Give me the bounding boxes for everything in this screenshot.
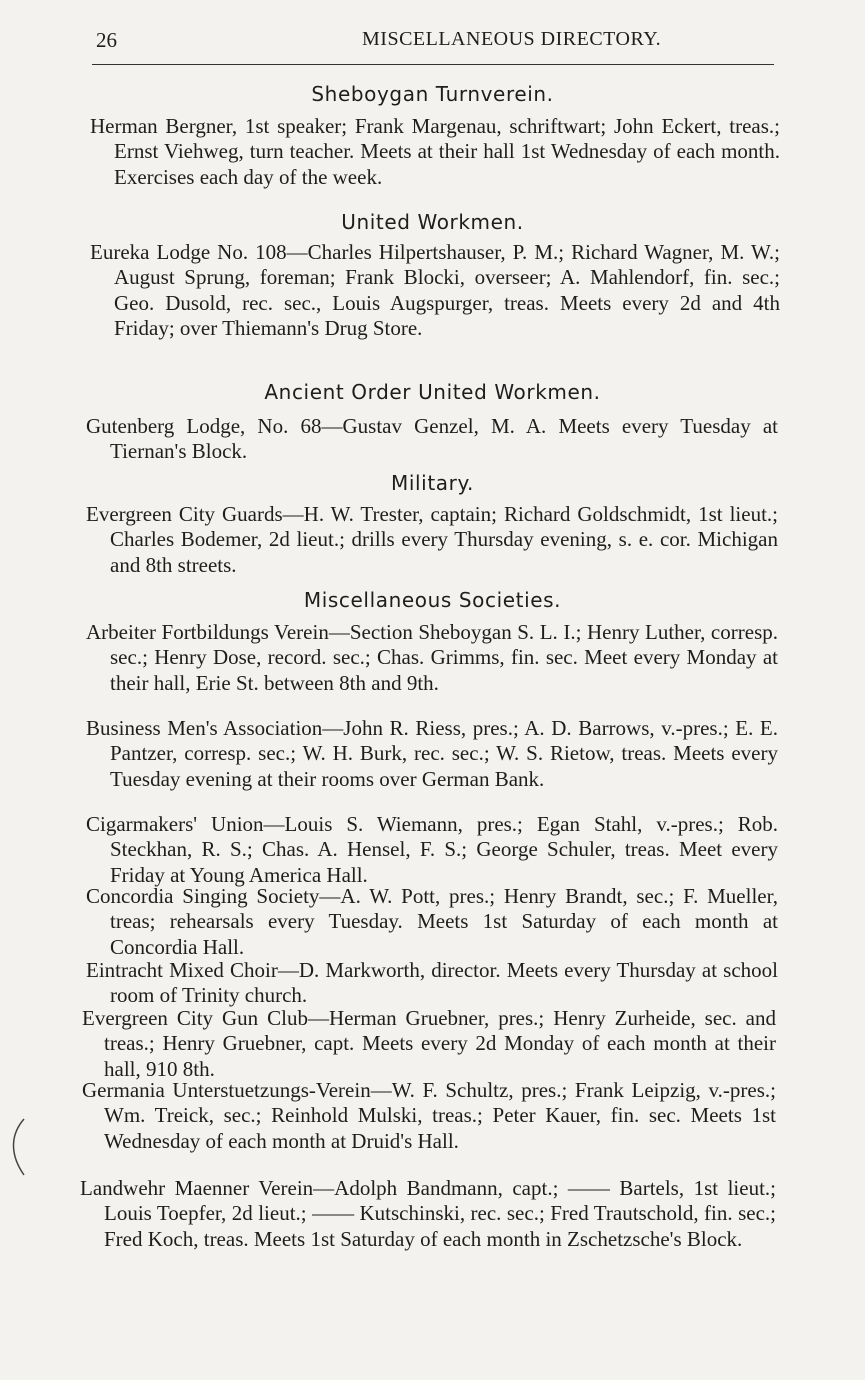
entry-arbeiter-verein: Arbeiter Fortbildungs Verein—Section Sheboygan S. L. I.; Henry Luther, corresp. sec.; Henry Dose, record. sec.; Chas. Grimms, fin. sec. Meet every Monday at their hall, Erie St. between 8th and 9th. <box>86 620 778 695</box>
entry-germania: Germania Unterstuetzungs-Verein—W. F. Schultz, pres.; Frank Leipzig, v.-pres.; Wm. Treick, sec.; Reinhold Mulski, treas.; Peter Kauer, fin. sec. Meets 1st Wednesday of each month at Druid's Hall. <box>82 1078 776 1153</box>
running-title: MISCELLANEOUS DIRECTORY. <box>362 28 662 50</box>
entry-concordia: Concordia Singing Society—A. W. Pott, pres.; Henry Brandt, sec.; F. Mueller, treas; rehearsals every Tuesday. Meets 1st Saturday of each month at Concordia Hall. <box>86 884 778 959</box>
header-rule <box>92 64 774 65</box>
heading-turnverein: Sheboygan Turnverein. <box>311 82 554 106</box>
page-number: 26 <box>96 28 117 52</box>
heading-united-workmen: United Workmen. <box>341 210 524 234</box>
entry-cigarmakers: Cigarmakers' Union—Louis S. Wiemann, pres.; Egan Stahl, v.-pres.; Rob. Steckhan, R. S.; Chas. A. Hensel, F. S.; George Schuler, treas. Meet every Friday at Young America Hall. <box>86 812 778 887</box>
heading-ancient-order: Ancient Order United Workmen. <box>264 380 601 404</box>
entry-landwehr: Landwehr Maenner Verein—Adolph Bandmann, capt.; —— Bartels, 1st lieut.; Louis Toepfer, 2d lieut.; —— Kutschinski, rec. sec.; Fred Trautschold, fin. sec.; Fred Koch, treas. Meets 1st Saturday of each month in Zschetzsche's Block. <box>80 1176 776 1251</box>
heading-misc-societies: Miscellaneous Societies. <box>303 588 562 612</box>
entry-business-mens: Business Men's Association—John R. Riess, pres.; A. D. Barrows, v.-pres.; E. E. Pantzer, corresp. sec.; W. H. Burk, rec. sec.; W. S. Rietow, treas. Meets every Tuesday evening at their rooms over German Bank. <box>86 716 778 791</box>
page-header <box>92 28 774 58</box>
entry-city-guards: Evergreen City Guards—H. W. Trester, captain; Richard Goldschmidt, 1st lieut.; Charles Bodemer, 2d lieut.; drills every Thursday evening, s. e. cor. Michigan and 8th streets. <box>86 502 778 577</box>
heading-military: Military. <box>391 471 474 495</box>
entry-eureka-lodge: Eureka Lodge No. 108—Charles Hilpertshauser, P. M.; Richard Wagner, M. W.; August Sprung, foreman; Frank Blocki, overseer; A. Mahlendorf, fin. sec.; Geo. Dusold, rec. sec., Louis Augspurger, treas. Meets every 2d and 4th Friday; over Thiemann's Drug Store. <box>90 240 780 340</box>
margin-bracket <box>2 1115 32 1185</box>
entry-eintracht: Eintracht Mixed Choir—D. Markworth, director. Meets every Thursday at school room of Trinity church. <box>86 958 778 1008</box>
entry-gutenberg-lodge: Gutenberg Lodge, No. 68—Gustav Genzel, M. A. Meets every Tuesday at Tiernan's Block. <box>86 414 778 464</box>
entry-turnverein: Herman Bergner, 1st speaker; Frank Margenau, schriftwart; John Eckert, treas.; Ernst Viehweg, turn teacher. Meets at their hall 1st Wednesday of each month. Exercises each day of the week. <box>90 114 780 189</box>
entry-gun-club: Evergreen City Gun Club—Herman Gruebner, pres.; Henry Zurheide, sec. and treas.; Henry Gruebner, capt. Meets every 2d Monday of each month at their hall, 910 8th. <box>82 1006 776 1081</box>
